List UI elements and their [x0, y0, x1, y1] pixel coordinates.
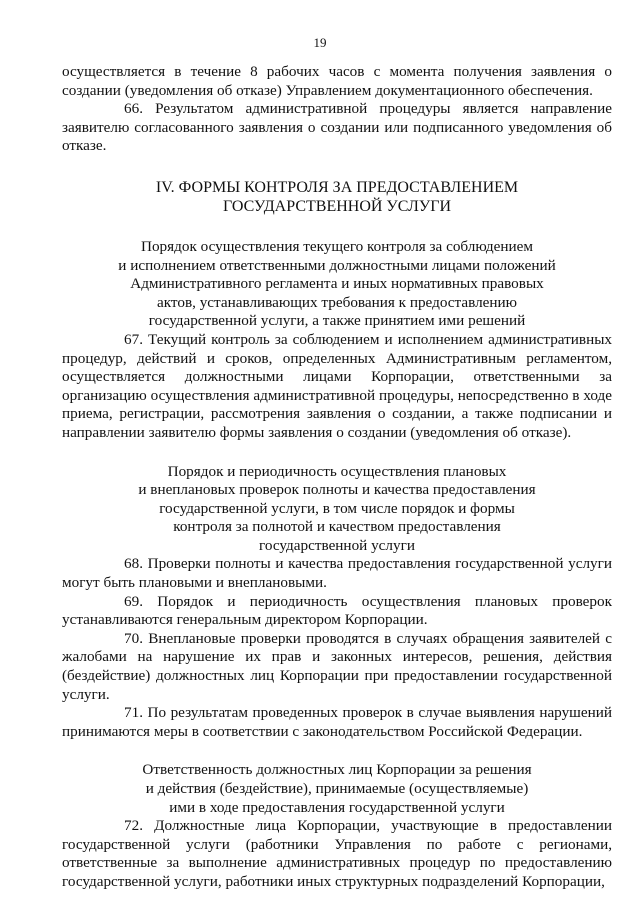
subheading-line: и действия (бездействие), принимаемые (осуществляемые) [145, 780, 529, 797]
subheading-line: и исполнением ответственными должностными лицами положений [118, 256, 556, 274]
subheading-line: ими в ходе предоставления государственной услуги [169, 798, 505, 816]
subheading-current-control [62, 238, 612, 331]
subheading-line: Порядок осуществления текущего контроля за соблюдением [140, 237, 534, 255]
document-body [62, 63, 612, 892]
subheading-responsibility [62, 761, 612, 817]
subheading-line: Порядок и периодичность осуществления плановых [167, 462, 507, 480]
paragraph-67: 67. Текущий контроль за соблюдением и исполнением административных процедур, действий и сроков, определенных Административным регламентом, осуществляется должностными лицами Корпорации, ответственными за организацию осуществления административной процедуры, непосредственно в ходе приема, регистрации, рассмотрения заявления о создании, а также подписании и направлении заявителю формы заявления о создании (уведомления об отказе). [62, 330, 612, 441]
paragraph-68: 68. Проверки полноты и качества предоставления государственной услуги могут быть плановыми и внеплановыми. [62, 555, 612, 592]
paragraph-66: 66. Результатом административной процедуры является направление заявителю согласованного заявления о создании или подписанного уведомления об отказе. [62, 100, 612, 155]
subheading-line: государственной услуги, в том числе порядок и формы [159, 499, 515, 517]
section-title-line-2: ГОСУДАРСТВЕННОЙ УСЛУГИ [222, 197, 452, 215]
subheading-inspections [62, 463, 612, 556]
subheading-line: государственной услуги [259, 536, 415, 554]
page-number: 19 [313, 35, 327, 50]
subheading-line: Ответственность должностных лиц Корпорации за решения [142, 761, 532, 779]
paragraph-70: 70. Внеплановые проверки проводятся в случаях обращения заявителей с жалобами на нарушение их прав и законных интересов, решения, действия (бездействие) должностных лиц Корпорации при предоставлении государственной услуги. [62, 629, 612, 703]
section-title-line-1: IV. ФОРМЫ КОНТРОЛЯ ЗА ПРЕДОСТАВЛЕНИЕМ [155, 178, 519, 196]
paragraph-69: 69. Порядок и периодичность осуществления плановых проверок устанавливаются генеральным директором Корпорации. [62, 592, 612, 629]
subheading-line: Административного регламента и иных нормативных правовых [130, 275, 544, 293]
paragraph-71: 71. По результатам проведенных проверок в случае выявления нарушений принимаются меры в соответствии с законодательством Российской Федерации. [62, 704, 612, 740]
paragraph-continuation: осуществляется в течение 8 рабочих часов с момента получения заявления о создании (уведомления об отказе) Управлением документационного обеспечения. [62, 63, 612, 99]
subheading-line: и внеплановых проверок полноты и качества предоставления [138, 481, 536, 499]
subheading-line: контроля за полнотой и качеством предоставления [173, 518, 501, 536]
subheading-line: актов, устанавливающих требования к предоставлению [157, 293, 517, 311]
section-title [62, 178, 612, 216]
paragraph-72: 72. Должностные лица Корпорации, участвующие в предоставлении государственной услуги (работники Управления по работе с регионами, ответственные за выполнение административных процедур по предоставлению государственной услуги, работники иных структурных подразделений Корпорации, [62, 817, 612, 890]
subheading-line: государственной услуги, а также принятием ими решений [148, 312, 526, 330]
